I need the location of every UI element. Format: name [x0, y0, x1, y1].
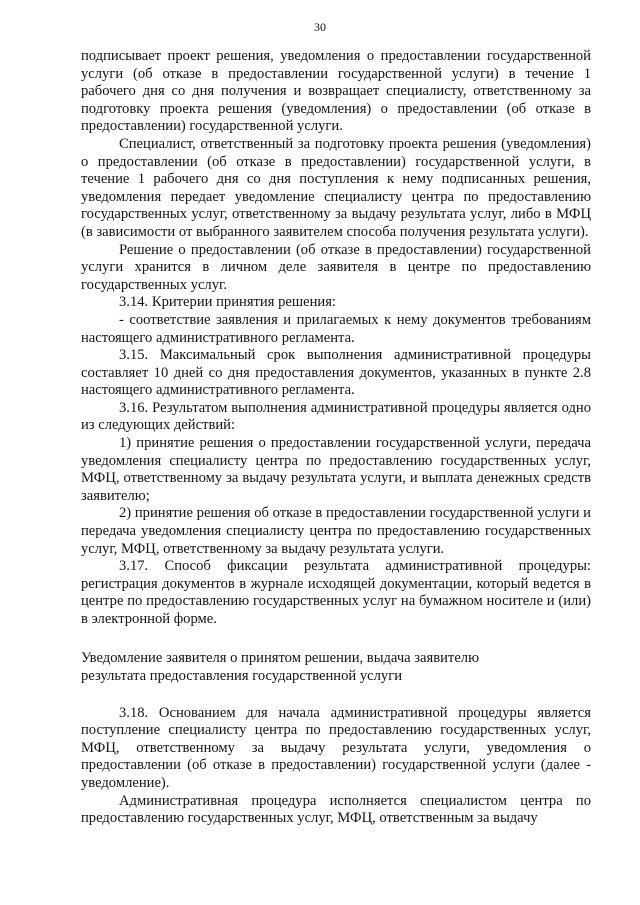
paragraph-specialist: Специалист, ответственный за подготовку проекта решения (уведомления) о предоставлении (об отказе в предоставлении) государственной услуги, в течение 1 рабочего дня со дня поступления к нему подписанных решения, уведомления передает уведомление специалисту центра по предоставлению государственных услуг, ответственному за выдачу результата услуг, либо в МФЦ (в зависимости от выбранного заявителем способа получения результата услуги). [81, 135, 591, 240]
section-heading [81, 649, 591, 685]
paragraph-procedure: Административная процедура исполняется специалистом центра по предоставлению государственных услуг, МФЦ, ответственным за выдачу [81, 792, 591, 827]
section-heading-line-1: Уведомление заявителя о принятом решении, выдача заявителю [81, 649, 479, 666]
paragraph-criteria-item: - соответствие заявления и прилагаемых к нему документов требованиям настоящего административного регламента. [81, 311, 591, 346]
paragraph-3-17: 3.17. Способ фиксации результата административной процедуры: регистрация документов в журнале исходящей документации, который ведется в центре по предоставлению государственных услуг на бумажном носителе и (или) в электронной форме. [81, 558, 591, 627]
paragraph-decision-storage: Решение о предоставлении (об отказе в предоставлении) государственной услуги хранится в личном деле заявителя в центре по предоставлению государственных услуг. [81, 241, 591, 293]
paragraph-continuation: подписывает проект решения, уведомления о предоставлении государственной услуги (об отказе в предоставлении государственной услуги) в течение 1 рабочего дня со дня получения и возвращает специалисту, ответственному за подготовку проекта решения (уведомления) о предоставлении (об отказе в предоставлении) государственной услуги. [81, 48, 591, 135]
section-heading-line-2: результата предоставления государственной услуги [81, 667, 403, 684]
paragraph-result-item-1: 1) принятие решения о предоставлении государственной услуги, передача уведомления специалисту центра по предоставлению государственных услуг, МФЦ, ответственному за выдачу результата услуги, и выплата денежных средств заявителю; [81, 435, 591, 504]
paragraph-3-16: 3.16. Результатом выполнения административной процедуры является одно из следующих действий: [81, 399, 591, 434]
page-number: 30 [314, 20, 326, 34]
document-body [81, 48, 591, 828]
paragraph-3-15: 3.15. Максимальный срок выполнения административной процедуры составляет 10 дней со дня предоставления документов, указанных в пункте 2.8 настоящего административного регламента. [81, 347, 591, 399]
paragraph-3-14: 3.14. Критерии принятия решения: [119, 294, 336, 311]
paragraph-result-item-2: 2) принятие решения об отказе в предоставлении государственной услуги и передача уведомления специалисту центра по предоставлению государственных услуг, МФЦ, ответственному за выдачу результата услуги. [81, 505, 591, 557]
paragraph-3-18: 3.18. Основанием для начала административной процедуры является поступление специалисту центра по предоставлению государственных услуг, МФЦ, ответственному за выдачу результата услуги, уведомления о предоставлении (об отказе в предоставлении) государственной услуги (далее - уведомление). [81, 704, 591, 791]
